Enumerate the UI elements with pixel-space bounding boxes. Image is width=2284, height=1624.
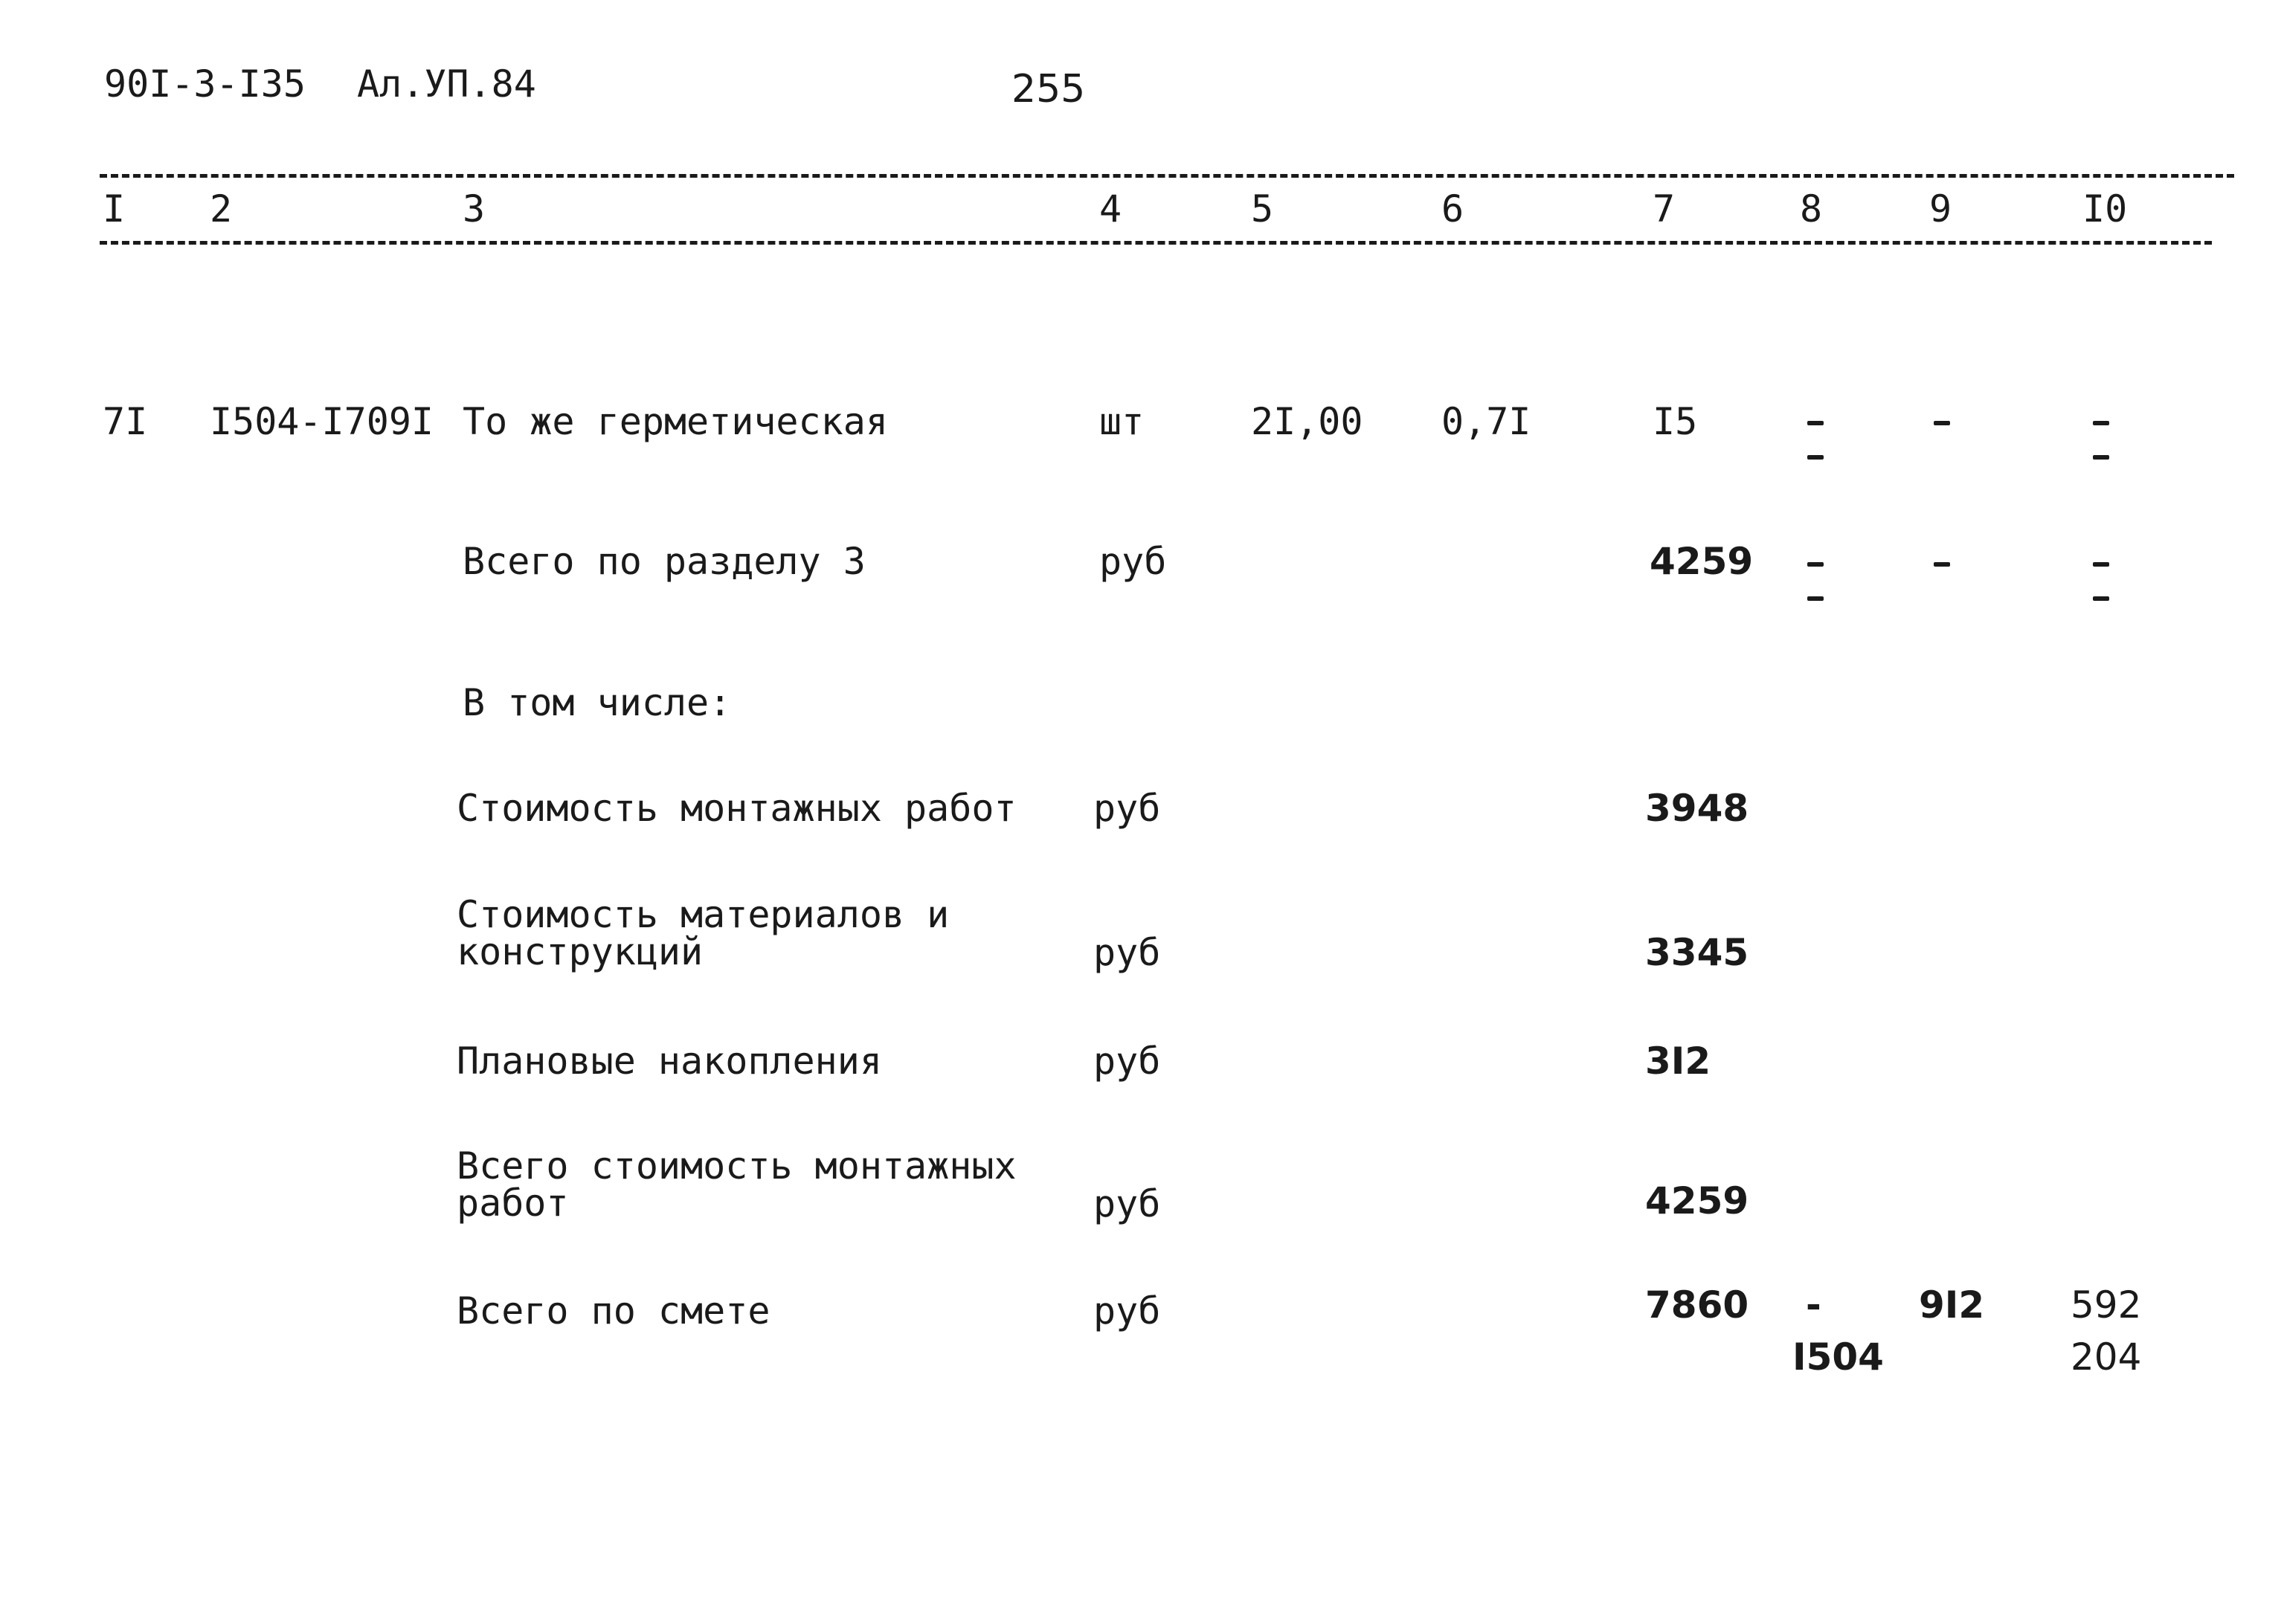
row-quantity: 2I,00: [1251, 400, 1363, 443]
dash-mark: [2093, 455, 2109, 460]
dash-mark: [1807, 562, 1824, 567]
estimate-col10-line2: 204: [2071, 1335, 2142, 1379]
total-install-label-line2: работ: [457, 1182, 569, 1225]
dash-mark: [2093, 562, 2109, 567]
estimate-col10-line1: 592: [2071, 1283, 2142, 1327]
planned-savings-label: Плановые накопления: [457, 1040, 882, 1083]
materials-cost-value: 3345: [1645, 931, 1749, 974]
column-header-4: 4: [1099, 187, 1122, 231]
column-header-10: I0: [2082, 187, 2128, 231]
column-header-1: I: [103, 187, 126, 231]
column-header-8: 8: [1800, 187, 1823, 231]
dash-mark: [1934, 562, 1950, 567]
install-cost-value: 3948: [1645, 787, 1749, 830]
total-install-unit: руб: [1093, 1182, 1161, 1225]
estimate-col8-line1: -: [1806, 1283, 1821, 1327]
estimate-col9: 9I2: [1919, 1283, 1985, 1327]
estimate-col8-line2: I504: [1792, 1335, 1884, 1379]
estimate-total-value: 7860: [1645, 1283, 1749, 1327]
materials-cost-label-line1: Стоимость материалов и: [457, 893, 950, 936]
row-unit: шт: [1099, 400, 1145, 443]
dash-mark: [2093, 421, 2109, 425]
total-install-value: 4259: [1645, 1179, 1749, 1222]
section-total-value: 4259: [1650, 540, 1754, 583]
row-total: I5: [1653, 400, 1698, 443]
dash-mark: [1807, 596, 1824, 601]
column-header-2: 2: [210, 187, 233, 231]
dash-mark: [1934, 421, 1950, 425]
column-header-6: 6: [1441, 187, 1464, 231]
section-total-label: Всего по разделу 3: [463, 540, 866, 583]
planned-savings-unit: руб: [1093, 1040, 1161, 1083]
planned-savings-value: 3I2: [1645, 1040, 1711, 1083]
row-name: То же герметическая: [463, 400, 888, 443]
install-cost-label: Стоимость монтажных работ: [457, 787, 1017, 830]
dash-mark: [2093, 596, 2109, 601]
total-install-label-line1: Всего стоимость монтажных: [457, 1144, 1017, 1188]
dash-mark: [1807, 455, 1824, 460]
including-label: В том числе:: [463, 681, 732, 724]
dash-mark: [1807, 421, 1824, 425]
page-number: 255: [1011, 67, 1086, 112]
album-reference: Ал.УП.84: [357, 62, 536, 106]
column-header-3: 3: [463, 187, 486, 231]
install-cost-unit: руб: [1093, 787, 1161, 830]
row-code: I504-I709I: [210, 400, 434, 443]
section-total-unit: руб: [1099, 540, 1167, 583]
materials-cost-unit: руб: [1093, 931, 1161, 974]
column-header-7: 7: [1653, 187, 1676, 231]
row-unit-price: 0,7I: [1441, 400, 1531, 443]
header-top-rule: [100, 174, 2234, 178]
header-bottom-rule: [100, 241, 2212, 245]
column-header-5: 5: [1251, 187, 1274, 231]
estimate-total-label: Всего по смете: [457, 1289, 771, 1333]
estimate-total-unit: руб: [1093, 1289, 1161, 1333]
row-number: 7I: [103, 400, 148, 443]
document-code: 90I-3-I35: [104, 62, 306, 106]
materials-cost-label-line2: конструкций: [457, 930, 704, 973]
column-header-9: 9: [1929, 187, 1952, 231]
